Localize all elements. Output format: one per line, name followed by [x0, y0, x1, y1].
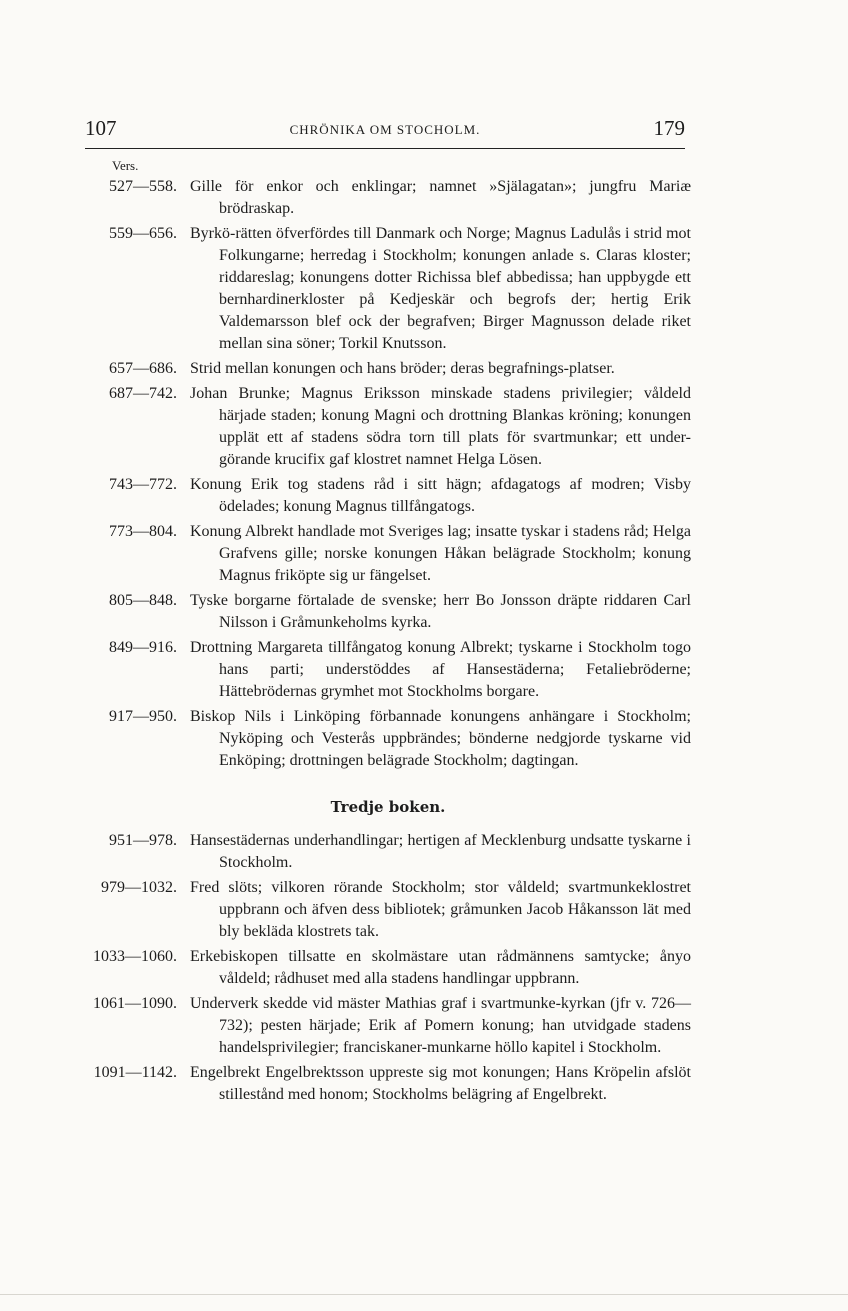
entry-657-686 [85, 358, 691, 380]
entry-text: Underverk skedde vid mäster Mathias graf i svartmunke-kyrkan (jfr v. 726—732); pesten härjade; Erik af Pomern konung; han utvidgade stadens handelsprivilegier; franciskaner-munkarne höllo kapitel i Stockholm. [190, 995, 691, 1056]
entry-text: Konung Erik tog stadens råd i sitt hägn; afdagatogs af modren; Visby ödelades; konung Magnus tillfångatogs. [190, 476, 691, 515]
verse-range: 743—772. [109, 476, 177, 493]
header-rule [85, 148, 685, 149]
entry-951-978 [85, 830, 691, 874]
verse-range: 559—656. [109, 225, 177, 242]
verse-range: 951—978. [109, 832, 177, 849]
entry-805-848 [85, 590, 691, 634]
entry-text: Strid mellan konungen och hans bröder; deras begrafnings-platser. [190, 360, 615, 377]
entry-text: Gille för enkor och enklingar; namnet »Själagatan»; jungfru Mariæ brödraskap. [190, 178, 691, 217]
verse-range: 979—1032. [101, 879, 177, 896]
entries-section-third-book [85, 830, 691, 1109]
entry-text: Drottning Margareta tillfångatog konung Albrekt; tyskarne i Stockholm togo hans parti; understöddes af Hansestäderna; Fetaliebröderne; Hättebrödernas grymhet mot Stockholms borgare. [190, 639, 691, 700]
page-edge [0, 1294, 848, 1295]
entry-1033-1060 [85, 946, 691, 990]
entries-section [85, 176, 691, 775]
page-number-left: 107 [85, 116, 117, 140]
entry-979-1032 [85, 877, 691, 943]
entry-687-742 [85, 383, 691, 471]
entry-text: Tyske borgarne förtalade de svenske; herr Bo Jonsson dräpte riddaren Carl Nilsson i Gråmunkeholms kyrka. [190, 592, 691, 631]
verse-range: 1091—1142. [93, 1064, 177, 1081]
entry-849-916 [85, 637, 691, 703]
verse-range: 657—686. [109, 360, 177, 377]
verse-range: 805—848. [109, 592, 177, 609]
entry-1061-1090 [85, 993, 691, 1059]
entry-text: Engelbrekt Engelbrektsson uppreste sig mot konungen; Hans Kröpelin afslöt stillestånd med honom; Stockholms belägring af Engelbrekt. [190, 1064, 691, 1103]
book-heading: Tredje boken. [330, 798, 446, 816]
entry-773-804 [85, 521, 691, 587]
verse-range: 773—804. [109, 523, 177, 540]
verse-range: 527—558. [109, 178, 177, 195]
page-number-right: 179 [653, 116, 685, 140]
entry-text: Johan Brunke; Magnus Eriksson minskade stadens privilegier; våldeld härjade staden; konung Magni och drottning Blankas kröning; konungen upplät ett af stadens södra torn till plats för svartmunkar; ett under-görande krucifix gaf klostret namnet Helga Lösen. [190, 385, 691, 468]
entry-text: Hansestädernas underhandlingar; hertigen af Mecklenburg undsatte tyskarne i Stockholm. [190, 832, 691, 871]
running-head: CHRÖNIKA OM STOCHOLM. [289, 122, 481, 137]
entry-text: Byrkö-rätten öfverfördes till Danmark och Norge; Magnus Ladulås i strid mot Folkungarne; herredag i Stockholm; konungen anlade s. Claras kloster; riddareslag; konungens dotter Richissa blef abbedissa; han uppbygde ett bernhardinerkloster på Kedjeskär och begrofs der; hertig Erik Valdemarsson blef ock der begrafven; Birger Magnusson delade riket mellan sina söner; Torkil Knutsson. [190, 225, 691, 352]
entry-text: Erkebiskopen tillsatte en skolmästare utan rådmännens samtycke; ånyo våldeld; rådhuset med alla stadens handlingar uppbrann. [190, 948, 691, 987]
entry-text: Konung Albrekt handlade mot Sveriges lag; insatte tyskar i stadens råd; Helga Grafvens gille; norske konungen Håkan belägrade Stockholm; konung Magnus friköpte sig ur fängelset. [190, 523, 691, 584]
entry-917-950 [85, 706, 691, 772]
verse-range: 849—916. [109, 639, 177, 656]
entry-text: Biskop Nils i Linköping förbannade konungens anhängare i Stockholm; Nyköping och Vesterås uppbrändes; bönderne nedgjorde tyskarne vid Enköping; drottningen belägrade Stockholm; dagtingan. [190, 708, 691, 769]
verse-range: 1061—1090. [93, 995, 177, 1012]
entry-1091-1142 [85, 1062, 691, 1106]
page-header [85, 112, 685, 146]
entry-559-656 [85, 223, 691, 355]
verse-column-label: Vers. [112, 158, 139, 173]
verse-range: 1033—1060. [93, 948, 177, 965]
verse-range: 917—950. [109, 708, 177, 725]
entry-text: Fred slöts; vilkoren rörande Stockholm; stor våldeld; svartmunkeklostret uppbrann och äfven dess bibliotek; gråmunken Jacob Håkansson lät med bly bekläda klostrets tak. [190, 879, 691, 940]
entry-527-558 [85, 176, 691, 220]
verse-range: 687—742. [109, 385, 177, 402]
entry-743-772 [85, 474, 691, 518]
